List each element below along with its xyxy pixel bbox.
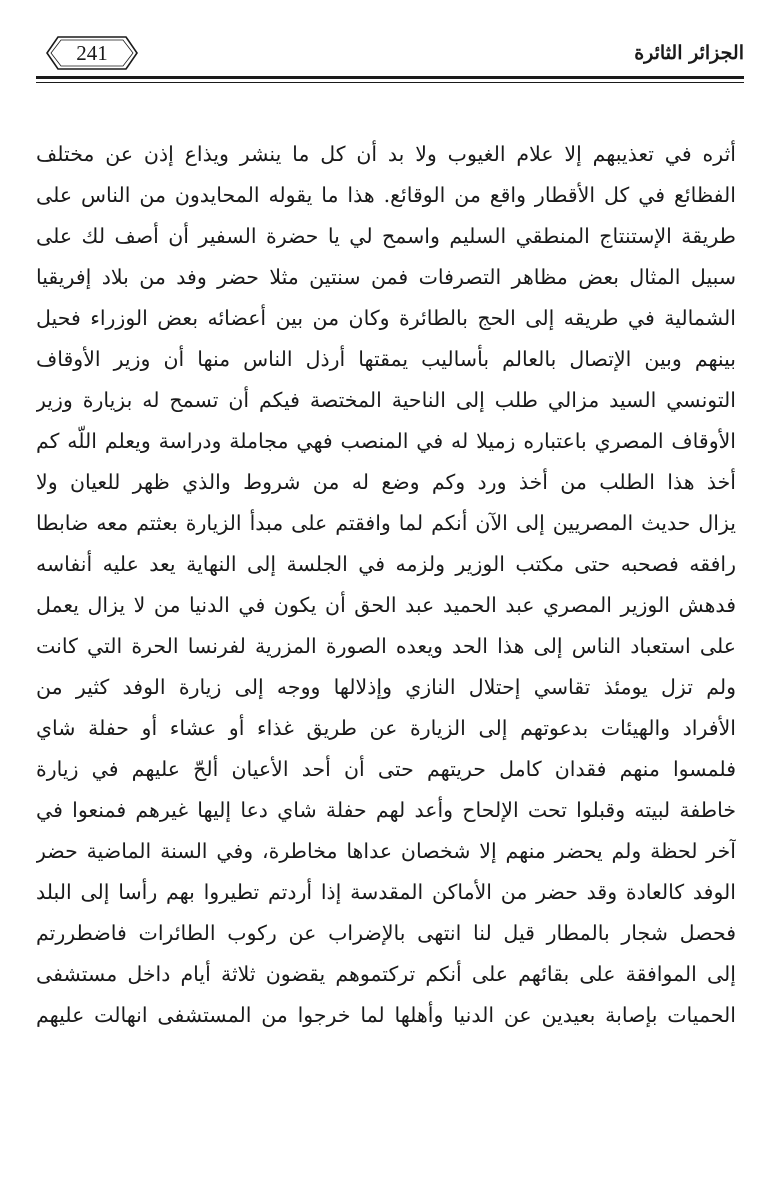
running-title: الجزائر الثائرة — [634, 42, 744, 64]
header-rule-thin — [36, 82, 744, 83]
text-line: آخر لحظة ولم يحضر منهم إلا شخصان عداها مخاطرة، وفي السنة الماضية حضر — [36, 839, 736, 863]
text-line: طريقة الإستنتاج المنطقي السليم واسمح لي يا حضرة السفير أن أصف لك على — [36, 224, 736, 248]
text-line: فحصل شجار بالمطار قيل لنا انتهى بالإضراب عن ركوب الطائرات فاضطررتم — [36, 921, 736, 945]
text-line: الحميات بإصابة بعيدين عن الدنيا وأهلها لما خرجوا من المستشفى انهالت عليهم — [36, 1003, 736, 1027]
text-line: أثره في تعذيبهم إلا علام الغيوب ولا بد أن كل ما ينشر ويذاع إذن عن مختلف — [36, 142, 736, 166]
header-rule-thick — [36, 76, 744, 79]
page-number-badge — [44, 32, 140, 74]
text-line: بينهم وبين الإتصال بالعالم بأساليب يمقتها أرذل الناس منها أن وزير الأوقاف — [36, 347, 736, 371]
text-line: الفظائع في كل الأقطار واقع من الوقائع. هذا ما يقوله المحايدون من الناس على — [36, 183, 736, 207]
page-header — [36, 28, 744, 74]
text-line: الأفراد والهيئات بدعوتهم إلى الزيارة عن طريق غذاء أو عشاء أو حفلة شاي — [36, 716, 736, 740]
text-line: على استعباد الناس إلى هذا الحد ويعده الصورة المزرية لفرنسا الحرة التي كانت — [36, 634, 736, 658]
text-line: الشمالية في طريقه إلى الحج بالطائرة وكان من بين أعضائه بعض الوزراء فحيل — [36, 306, 736, 330]
text-line: الوفد كالعادة وقد حضر من الأماكن المقدسة إذا أردتم تطيروا بهم رأسا إلى البلد — [36, 880, 736, 904]
text-line: يزال حديث المصريين إلى الآن أنكم لما وافقتم على مبدأ الزيارة بعثتم معه ضابطا — [36, 511, 736, 535]
body-text — [36, 134, 736, 1036]
page-number: 241 — [76, 41, 108, 65]
text-line: خاطفة لبيته وقبلوا تحت الإلحاح وأعد لهم حفلة شاي دعا إليها غيرهم فمنعوا في — [36, 798, 736, 822]
text-line: سبيل المثال بعض مظاهر التصرفات فمن سنتين مثلا حضر وفد من بلاد إفريقيا — [36, 265, 736, 289]
text-line: الأوقاف المصري باعتباره زميلا له في المنصب فهي مجاملة ودراسة ويعلم اللّه كم — [36, 429, 736, 453]
text-line: أخذ هذا الطلب من أخذ ورد وكم وضع له من شروط والذي ظهر للعيان ولا — [36, 470, 736, 494]
text-line: فدهش الوزير المصري عبد الحميد عبد الحق أن يكون في الدنيا من لا يزال يعمل — [36, 593, 736, 617]
text-line: التونسي السيد مزالي طلب إلى الناحية المختصة فيكم أن تسمح له بزيارة وزير — [36, 388, 736, 412]
text-line: ولم تزل يومئذ تقاسي إحتلال النازي وإذلالها ووجه إلى زيارة الوفد كثير من — [36, 675, 736, 699]
text-line: فلمسوا منهم فقدان كامل حريتهم حتى أن أحد الأعيان ألحّ عليهم في زيارة — [36, 757, 736, 781]
text-line: رافقه فصحبه حتى مكتب الوزير ولزمه في الجلسة إلى النهاية يعد عليه أنفاسه — [36, 552, 736, 576]
text-line: إلى الموافقة على بقائهم على أنكم تركتموهم يقضون ثلاثة أيام داخل مستشفى — [36, 962, 736, 986]
